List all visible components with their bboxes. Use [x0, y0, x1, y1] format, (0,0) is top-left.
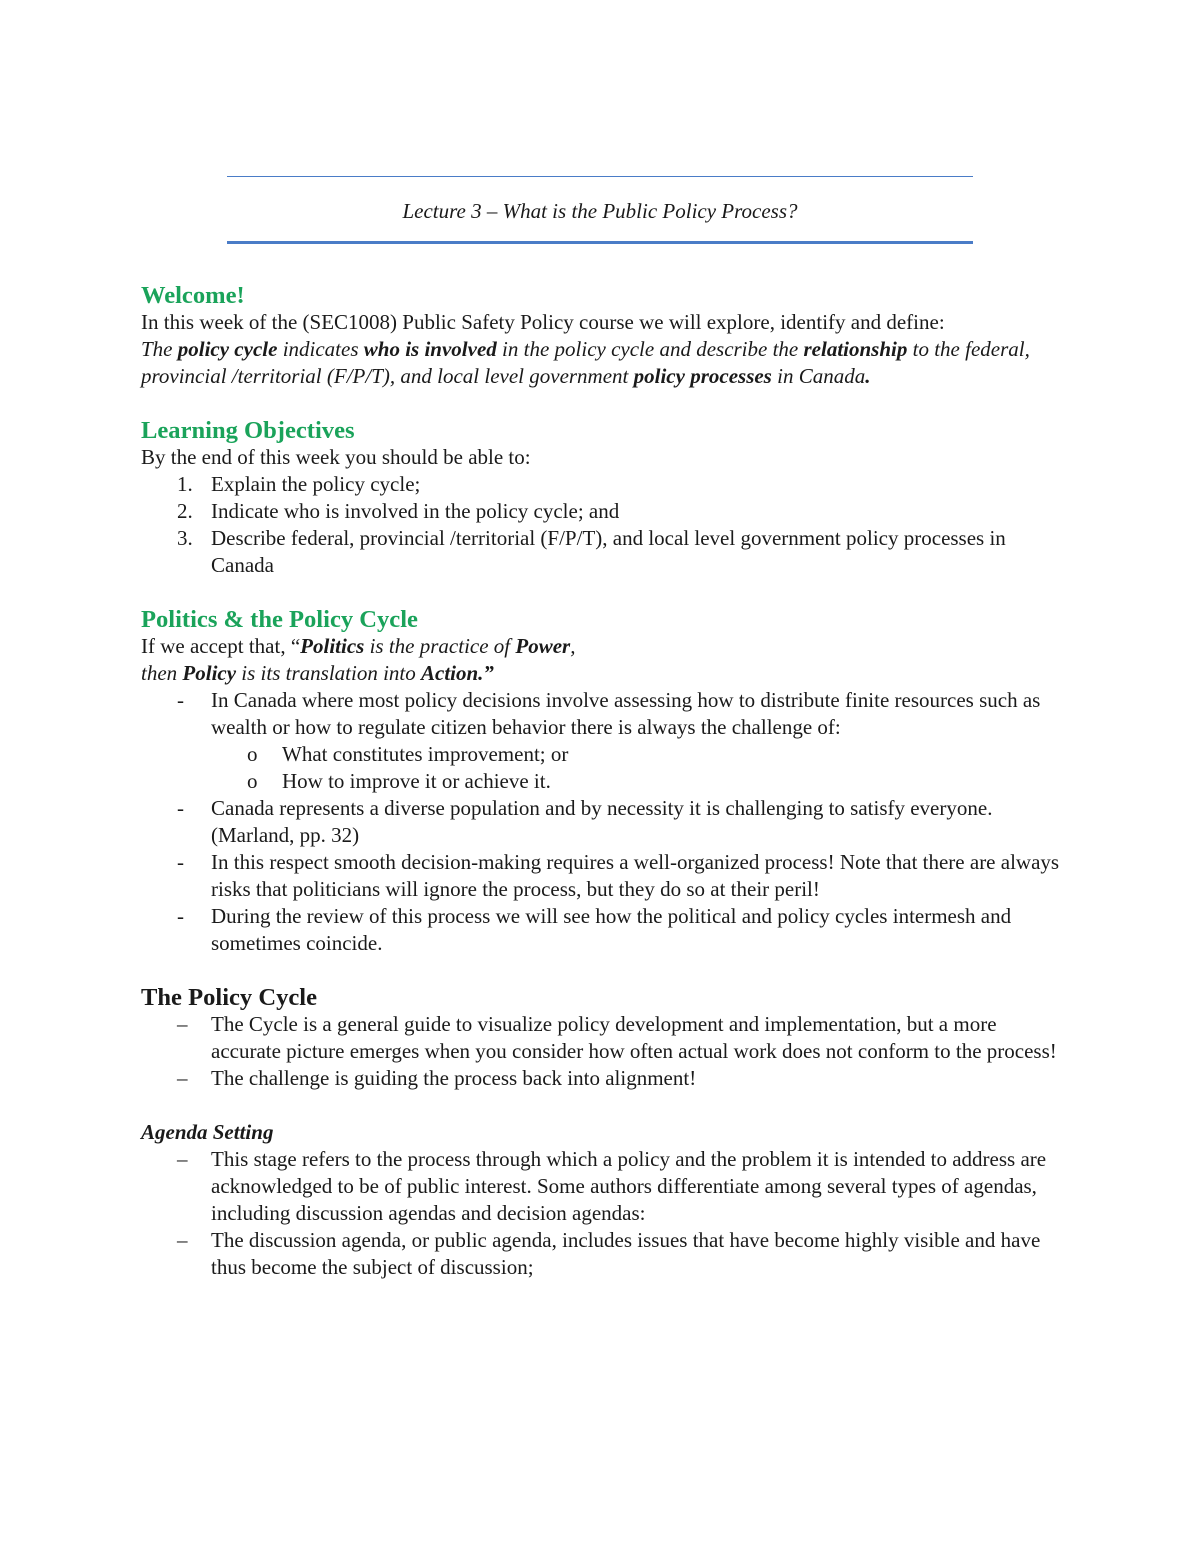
circle-bullet: o [247, 742, 258, 766]
list-item [141, 1011, 1071, 1065]
dash-bullet: – [177, 1012, 188, 1036]
welcome-heading: Welcome! [141, 282, 245, 309]
objectives-intro: By the end of this week you should be able to: [141, 445, 531, 469]
quote-text: is the practice of [364, 634, 516, 658]
dash-bullet: - [177, 850, 184, 874]
header-top-rule [227, 176, 973, 177]
list-number: 3. [177, 526, 193, 550]
politics-heading: Politics & the Policy Cycle [141, 606, 418, 633]
list-item-text: In this respect smooth decision-making requires a well-organized process! Note that there are always risks that politicians will ignore the process, but they do so at their peril! [211, 850, 1060, 901]
objectives-heading: Learning Objectives [141, 417, 355, 444]
agenda-bullet-list [141, 1146, 1071, 1281]
list-item-text: During the review of this process we will see how the political and policy cycles intermesh and sometimes coincide. [211, 904, 1012, 955]
quote-bold: Action.” [421, 661, 494, 685]
dash-bullet: - [177, 796, 184, 820]
statement-bold: who is involved [363, 337, 497, 361]
spacer [141, 1092, 1071, 1119]
sub-bullet-list [211, 741, 1071, 795]
list-item [141, 795, 1071, 849]
sub-list-item [141, 768, 1071, 795]
dash-bullet: - [177, 688, 184, 712]
statement-text: The [141, 337, 178, 361]
statement-bold: . [865, 364, 871, 388]
quote-bold: Power [515, 634, 571, 658]
statement-text: in the policy cycle and describe the [496, 337, 804, 361]
list-item [141, 903, 1071, 957]
list-item [141, 498, 1071, 525]
list-number: 1. [177, 472, 193, 496]
policy-cycle-bullet-list [141, 1011, 1071, 1092]
list-item-text: The challenge is guiding the process back into alignment! [211, 1066, 697, 1090]
politics-quote-line-2 [141, 660, 1071, 687]
quote-text: then [141, 661, 183, 685]
statement-bold: policy processes [633, 364, 772, 388]
quote-text: is its translation into [236, 661, 421, 685]
list-item-text: Describe federal, provincial /territorial (F/P/T), and local level government policy processes in Canada [211, 526, 1006, 577]
statement-text: in Canada [771, 364, 866, 388]
politics-quote-line-1 [141, 633, 1071, 660]
list-item-text: In Canada where most policy decisions involve assessing how to distribute finite resources such as wealth or how to regulate citizen behavior there is always the challenge of: [211, 688, 1041, 739]
list-item [141, 687, 1071, 795]
circle-bullet: o [247, 769, 258, 793]
quote-text: If we accept that, “ [141, 634, 301, 658]
list-item [141, 1227, 1071, 1281]
statement-bold: policy cycle [177, 337, 278, 361]
document-body [141, 282, 1071, 1281]
dash-bullet: – [177, 1147, 188, 1171]
list-item [141, 525, 1071, 579]
list-item-text: The Cycle is a general guide to visualize policy development and implementation, but a more accurate picture emerges when you consider how often actual work does not conform to the process! [211, 1012, 1057, 1063]
statement-bold: relationship [803, 337, 908, 361]
sub-list-item-text: What constitutes improvement; or [282, 742, 569, 766]
sub-list-item-text: How to improve it or achieve it. [282, 769, 551, 793]
quote-text: , [570, 634, 576, 658]
quote-bold: Politics [300, 634, 365, 658]
welcome-intro: In this week of the (SEC1008) Public Safety Policy course we will explore, identify and define: [141, 310, 945, 334]
dash-bullet: – [177, 1066, 188, 1090]
policy-cycle-heading: The Policy Cycle [141, 984, 317, 1011]
list-item-text: Indicate who is involved in the policy cycle; and [211, 499, 620, 523]
dash-bullet: – [177, 1228, 188, 1252]
agenda-setting-heading: Agenda Setting [141, 1120, 274, 1144]
list-item [141, 471, 1071, 498]
list-item [141, 849, 1071, 903]
list-item-text: The discussion agenda, or public agenda, includes issues that have become highly visible and have thus become the subject of discussion; [211, 1228, 1041, 1279]
statement-text: indicates [277, 337, 364, 361]
spacer [141, 957, 1071, 984]
document-title: Lecture 3 – What is the Public Policy Process? [402, 199, 798, 223]
politics-bullet-list [141, 687, 1071, 957]
list-item-text: This stage refers to the process through which a policy and the problem it is intended to address are acknowledged to be of public interest. Some authors differentiate among several types of agendas, including discussion agendas and decision agendas: [211, 1147, 1047, 1225]
welcome-statement [141, 336, 1071, 390]
list-number: 2. [177, 499, 193, 523]
list-item-text: Canada represents a diverse population and by necessity it is challenging to satisfy everyone. (Marland, pp. 32) [211, 796, 993, 847]
list-item-text: Explain the policy cycle; [211, 472, 421, 496]
list-item [141, 1146, 1071, 1227]
statement-text: to the federal, provincial /territorial (F/P/T), and local level government [141, 337, 1030, 388]
header-bottom-rule [227, 241, 973, 244]
objectives-list [141, 471, 1071, 579]
dash-bullet: - [177, 904, 184, 928]
spacer [141, 579, 1071, 606]
quote-bold: Policy [182, 661, 237, 685]
list-item [141, 1065, 1071, 1092]
spacer [141, 390, 1071, 417]
sub-list-item [141, 741, 1071, 768]
